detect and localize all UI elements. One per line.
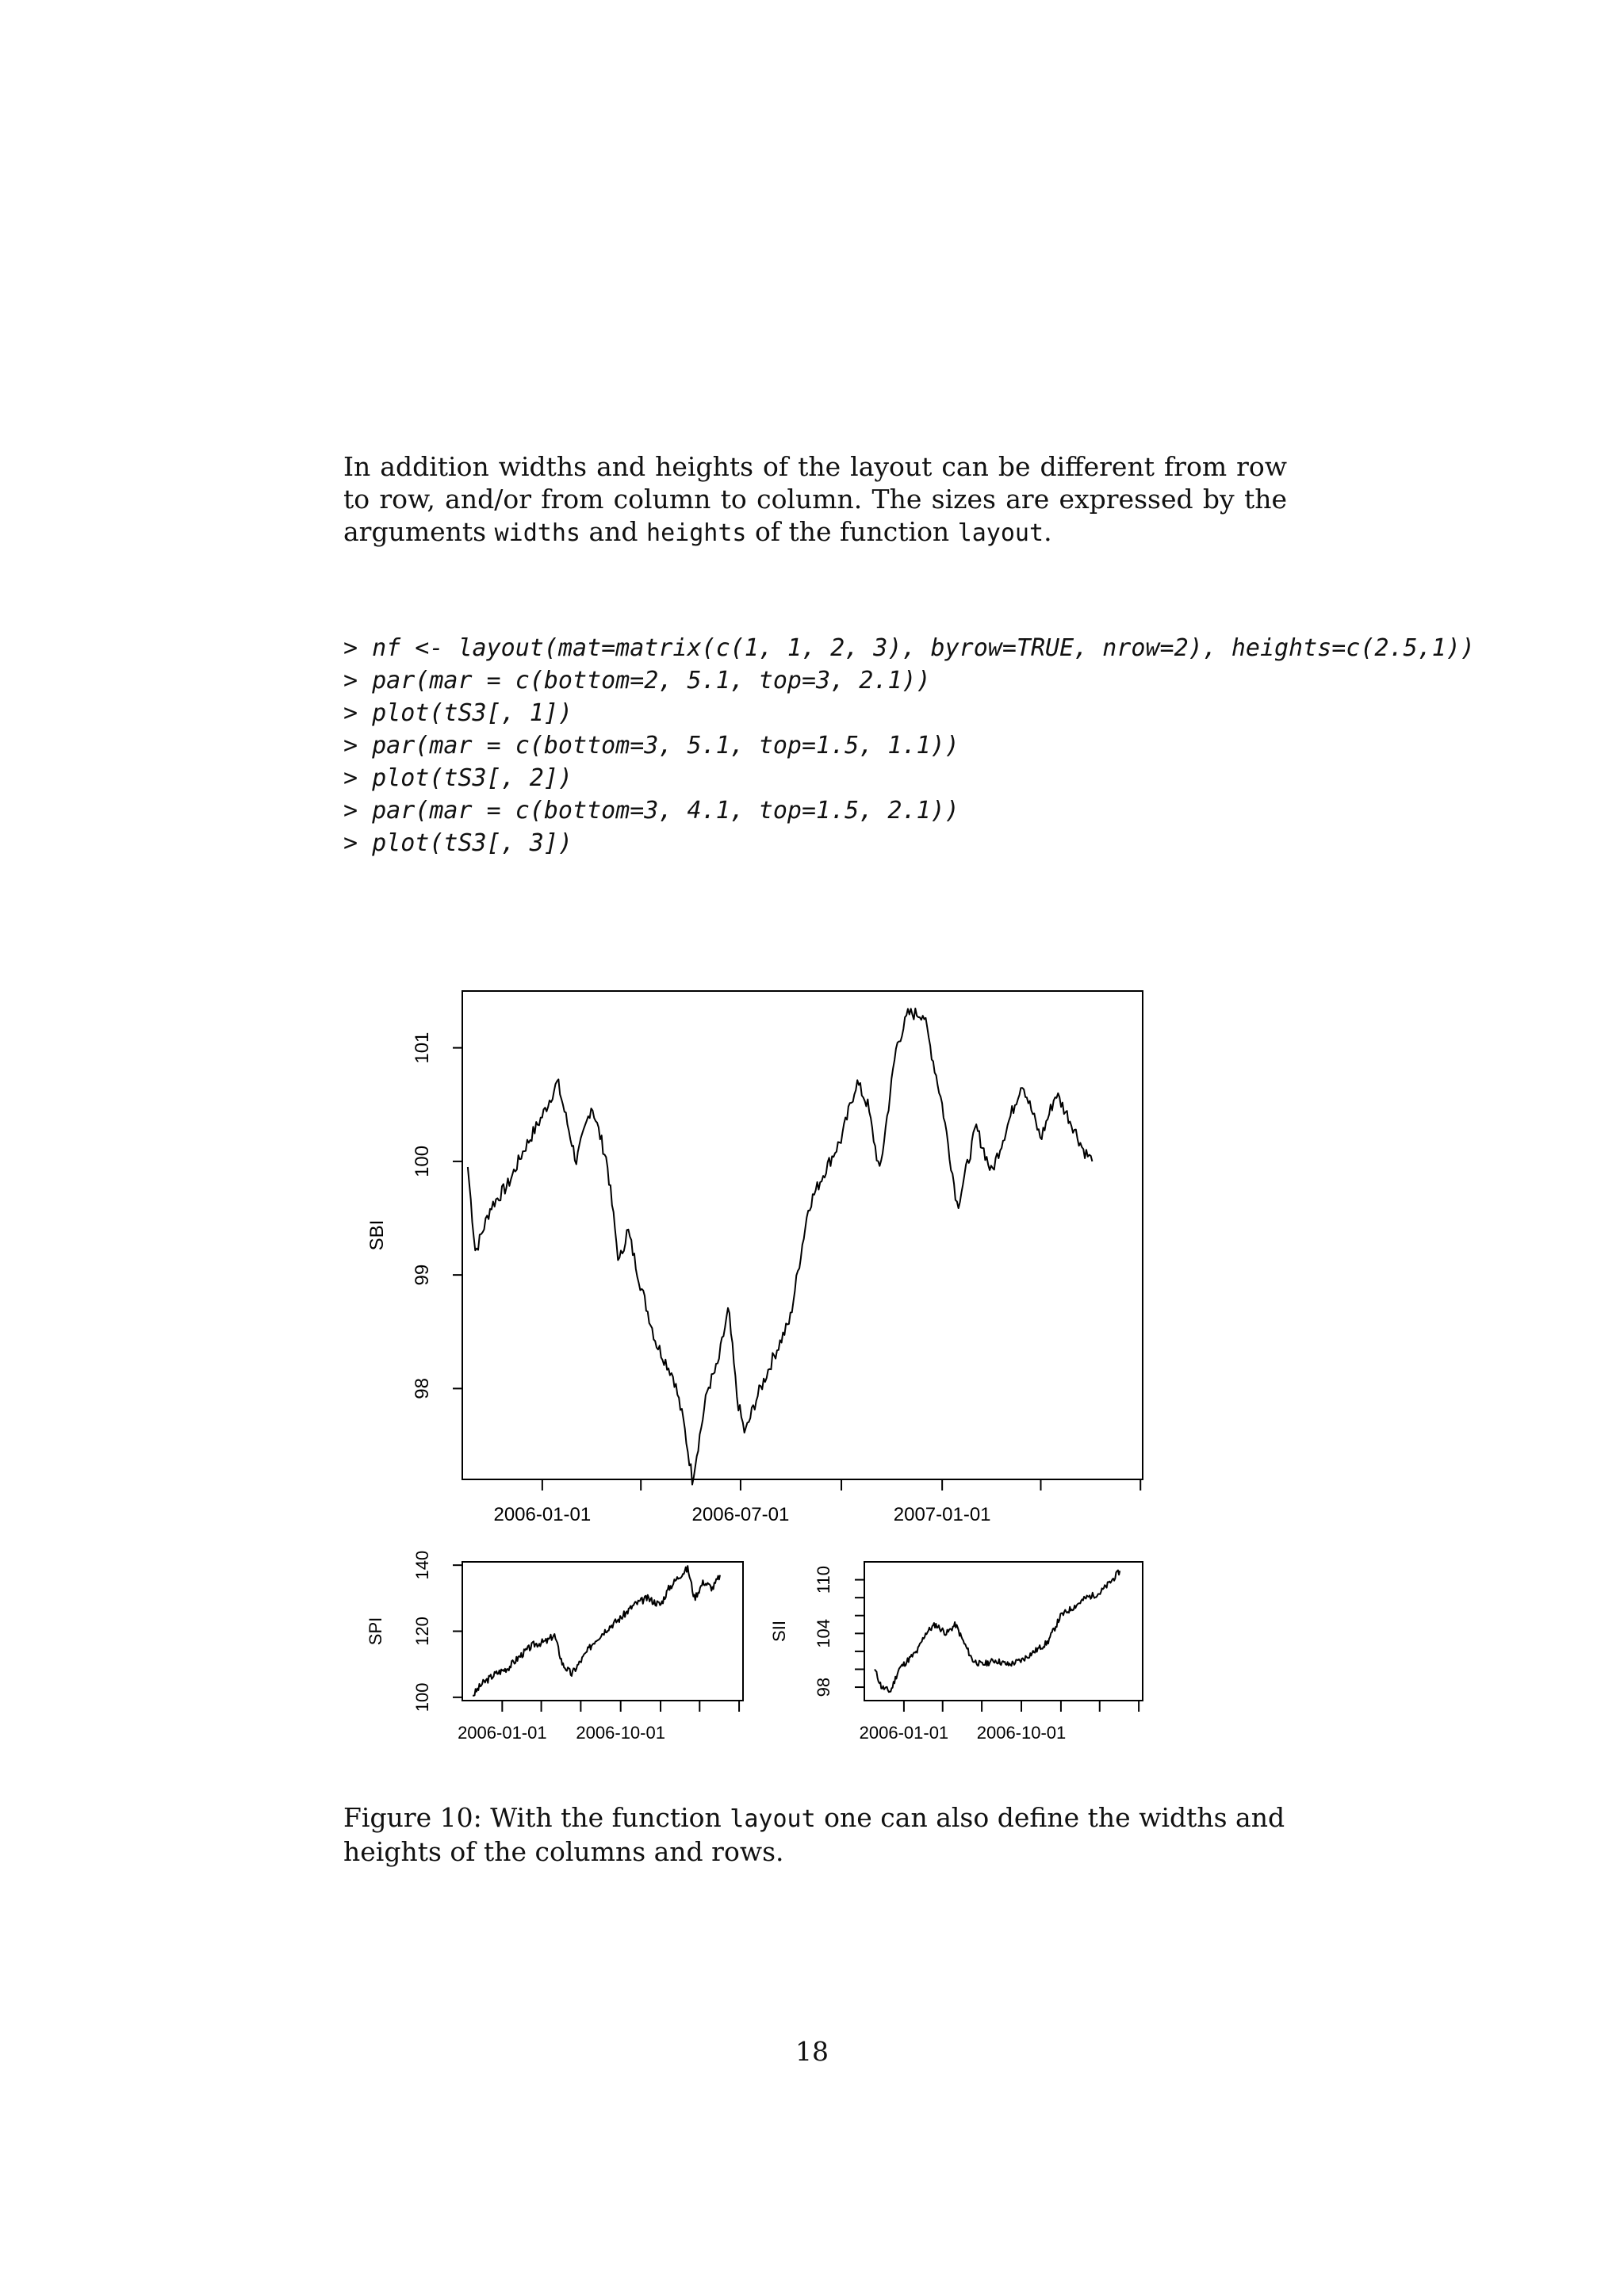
series-line xyxy=(473,1566,720,1696)
y-tick-label: 98 xyxy=(814,1677,833,1697)
y-tick-label: 140 xyxy=(412,1550,432,1580)
x-tick-label: 2006-01-01 xyxy=(458,1723,547,1743)
y-tick-label: 99 xyxy=(412,1264,433,1286)
code-line: > par(mar = c(bottom=3, 5.1, top=1.5, 1.1)) xyxy=(343,732,959,760)
x-tick-label: 2006-10-01 xyxy=(976,1723,1067,1743)
caption-prefix: Figure 10: With the function xyxy=(343,1802,730,1833)
code-layout: layout xyxy=(957,519,1044,547)
x-tick-label: 2007-01-01 xyxy=(893,1504,991,1525)
paragraph-text-2: and xyxy=(580,516,647,547)
code-line: > par(mar = c(bottom=2, 5.1, top=3, 2.1)) xyxy=(343,667,931,695)
series-line xyxy=(875,1571,1120,1693)
plot-frame xyxy=(462,1562,743,1701)
y-tick-label: 101 xyxy=(412,1031,433,1064)
chart-panel-sii xyxy=(769,1562,1143,1743)
code-line: > nf <- layout(mat=matrix(c(1, 1, 2, 3), byrow=TRUE, nrow=2), heights=c(2.5,1)) xyxy=(343,634,1475,662)
x-tick-label: 2006-07-01 xyxy=(691,1504,790,1525)
caption-code-layout: layout xyxy=(730,1805,816,1833)
chart-panel-spi xyxy=(366,1551,743,1743)
y-tick-label: 104 xyxy=(814,1618,833,1648)
x-tick-label: 2006-01-01 xyxy=(859,1723,949,1743)
plot-frame xyxy=(864,1562,1143,1701)
page-number: 18 xyxy=(795,2036,829,2067)
paragraph-text-3: of the function xyxy=(746,516,958,547)
y-tick-label: 100 xyxy=(412,1682,432,1712)
y-axis-label: SPI xyxy=(366,1617,385,1646)
y-tick-label: 98 xyxy=(412,1378,433,1399)
figure-caption xyxy=(343,1801,1287,1868)
y-tick-label: 120 xyxy=(412,1617,432,1646)
x-tick-label: 2006-01-01 xyxy=(493,1504,592,1525)
series-line xyxy=(468,1008,1093,1485)
x-tick-label: 2006-10-01 xyxy=(576,1723,665,1743)
plot-frame xyxy=(462,991,1143,1479)
code-line: > par(mar = c(bottom=3, 4.1, top=1.5, 2.1)) xyxy=(343,797,959,825)
code-line: > plot(tS3[, 2]) xyxy=(343,764,573,792)
paragraph-text-4: . xyxy=(1044,516,1052,547)
y-axis-label: SII xyxy=(769,1621,789,1642)
chart-panel-sbi xyxy=(366,991,1143,1525)
code-widths: widths xyxy=(494,519,580,547)
paragraph-text-1: In addition widths and heights of the layout can be different from row to row, and/or from column to column. The sizes are expressed by the arguments xyxy=(343,451,1287,547)
y-axis-label: SBI xyxy=(366,1219,388,1251)
code-line: > plot(tS3[, 3]) xyxy=(343,829,573,857)
code-line: > plot(tS3[, 1]) xyxy=(343,699,573,727)
caption-suffix: one can also define the widths and heights of the columns and rows. xyxy=(343,1802,1285,1867)
y-tick-label: 110 xyxy=(814,1566,833,1594)
y-tick-label: 100 xyxy=(412,1145,433,1177)
code-heights: heights xyxy=(646,519,747,547)
